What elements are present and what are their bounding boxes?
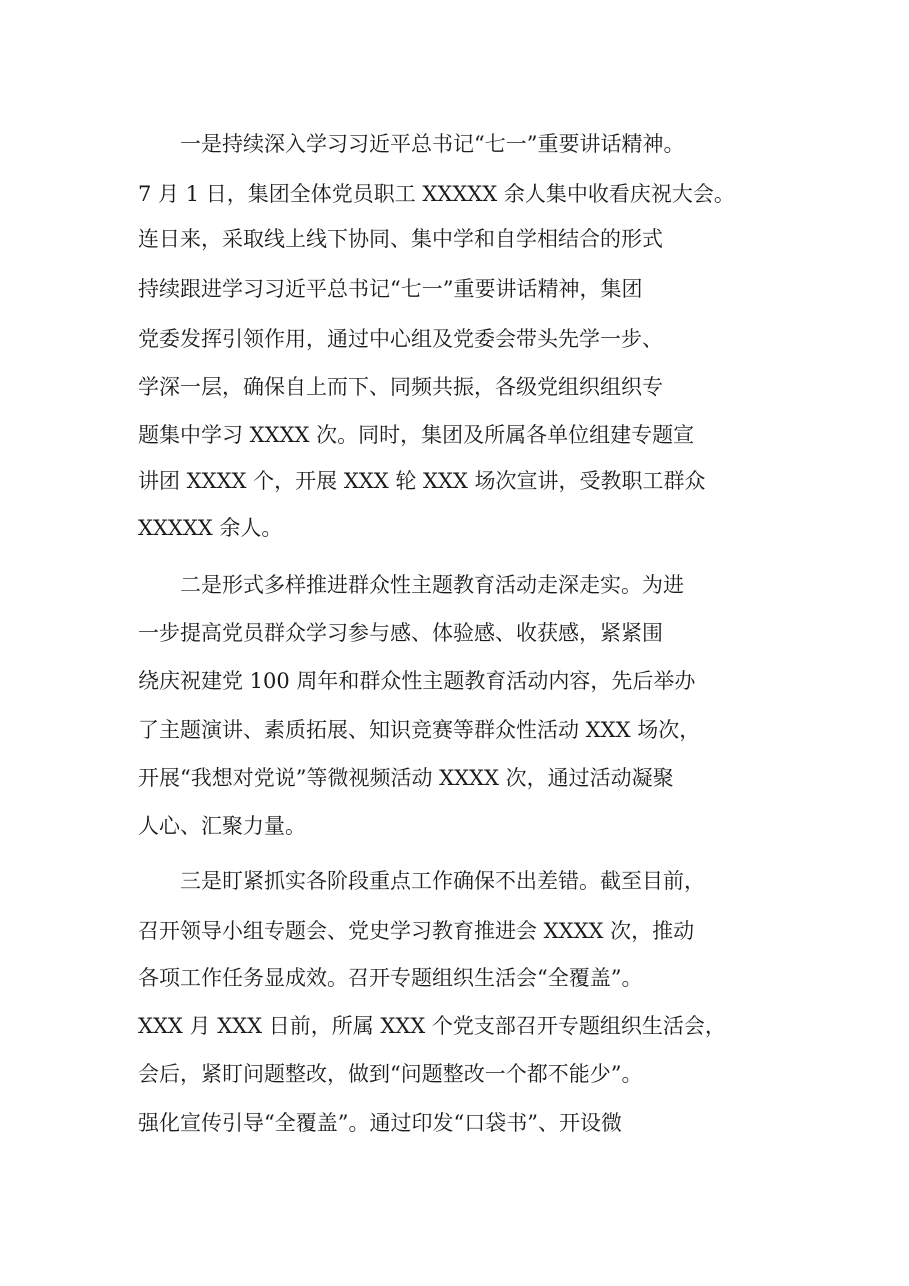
paragraph-1-line-2: 7 月 1 日，集团全体党员职工 XXXXX 余人集中收看庆祝大会。 [138,182,735,206]
paragraph-1-line-8: 讲团 XXXX 个，开展 XXX 轮 XXX 场次宣讲，受教职工群众 [138,469,706,493]
paragraph-3-line-4: XXX 月 XXX 日前，所属 XXX 个党支部召开专题组织生活会， [138,1014,726,1038]
paragraph-2-line-4: 了主题演讲、素质拓展、知识竞赛等群众性活动 XXX 场次， [138,718,701,742]
paragraph-3-line-6: 强化宣传引导“全覆盖”。通过印发“口袋书”、开设微 [138,1111,622,1135]
paragraph-2-line-5: 开展“我想对党说”等微视频活动 XXXX 次，通过活动凝聚 [138,766,674,790]
paragraph-3-line-5: 会后，紧盯问题整改，做到“问题整改一个都不能少”。 [138,1062,643,1086]
paragraph-1-line-3: 连日来，采取线上线下协同、集中学和自学相结合的形式 [138,227,663,251]
paragraph-2-line-1: 二是形式多样推进群众性主题教育活动走深走实。为进 [180,573,684,597]
paragraph-2-line-6: 人心、汇聚力量。 [138,814,306,838]
paragraph-1-line-1: 一是持续深入学习习近平总书记“七一”重要讲话精神。 [180,132,685,156]
paragraph-1-line-4: 持续跟进学习习近平总书记“七一”重要讲话精神，集团 [138,277,643,301]
paragraph-2-line-3: 绕庆祝建党 100 周年和群众性主题教育活动内容，先后举办 [138,669,696,693]
paragraph-1-line-9: XXXXX 余人。 [138,516,283,540]
paragraph-1-line-5: 党委发挥引领作用，通过中心组及党委会带头先学一步、 [138,327,663,351]
paragraph-3-line-2: 召开领导小组专题会、党史学习教育推进会 XXXX 次，推动 [138,919,695,943]
paragraph-3-line-1: 三是盯紧抓实各阶段重点工作确保不出差错。截至目前， [180,869,705,893]
paragraph-2-line-2: 一步提高党员群众学习参与感、体验感、收获感，紧紧围 [138,621,663,645]
paragraph-1-line-7: 题集中学习 XXXX 次。同时，集团及所属各单位组建专题宣 [138,423,695,447]
paragraph-1-line-6: 学深一层，确保自上而下、同频共振，各级党组织组织专 [138,375,663,399]
paragraph-3-line-3: 各项工作任务显成效。召开专题组织生活会“全覆盖”。 [138,966,643,990]
